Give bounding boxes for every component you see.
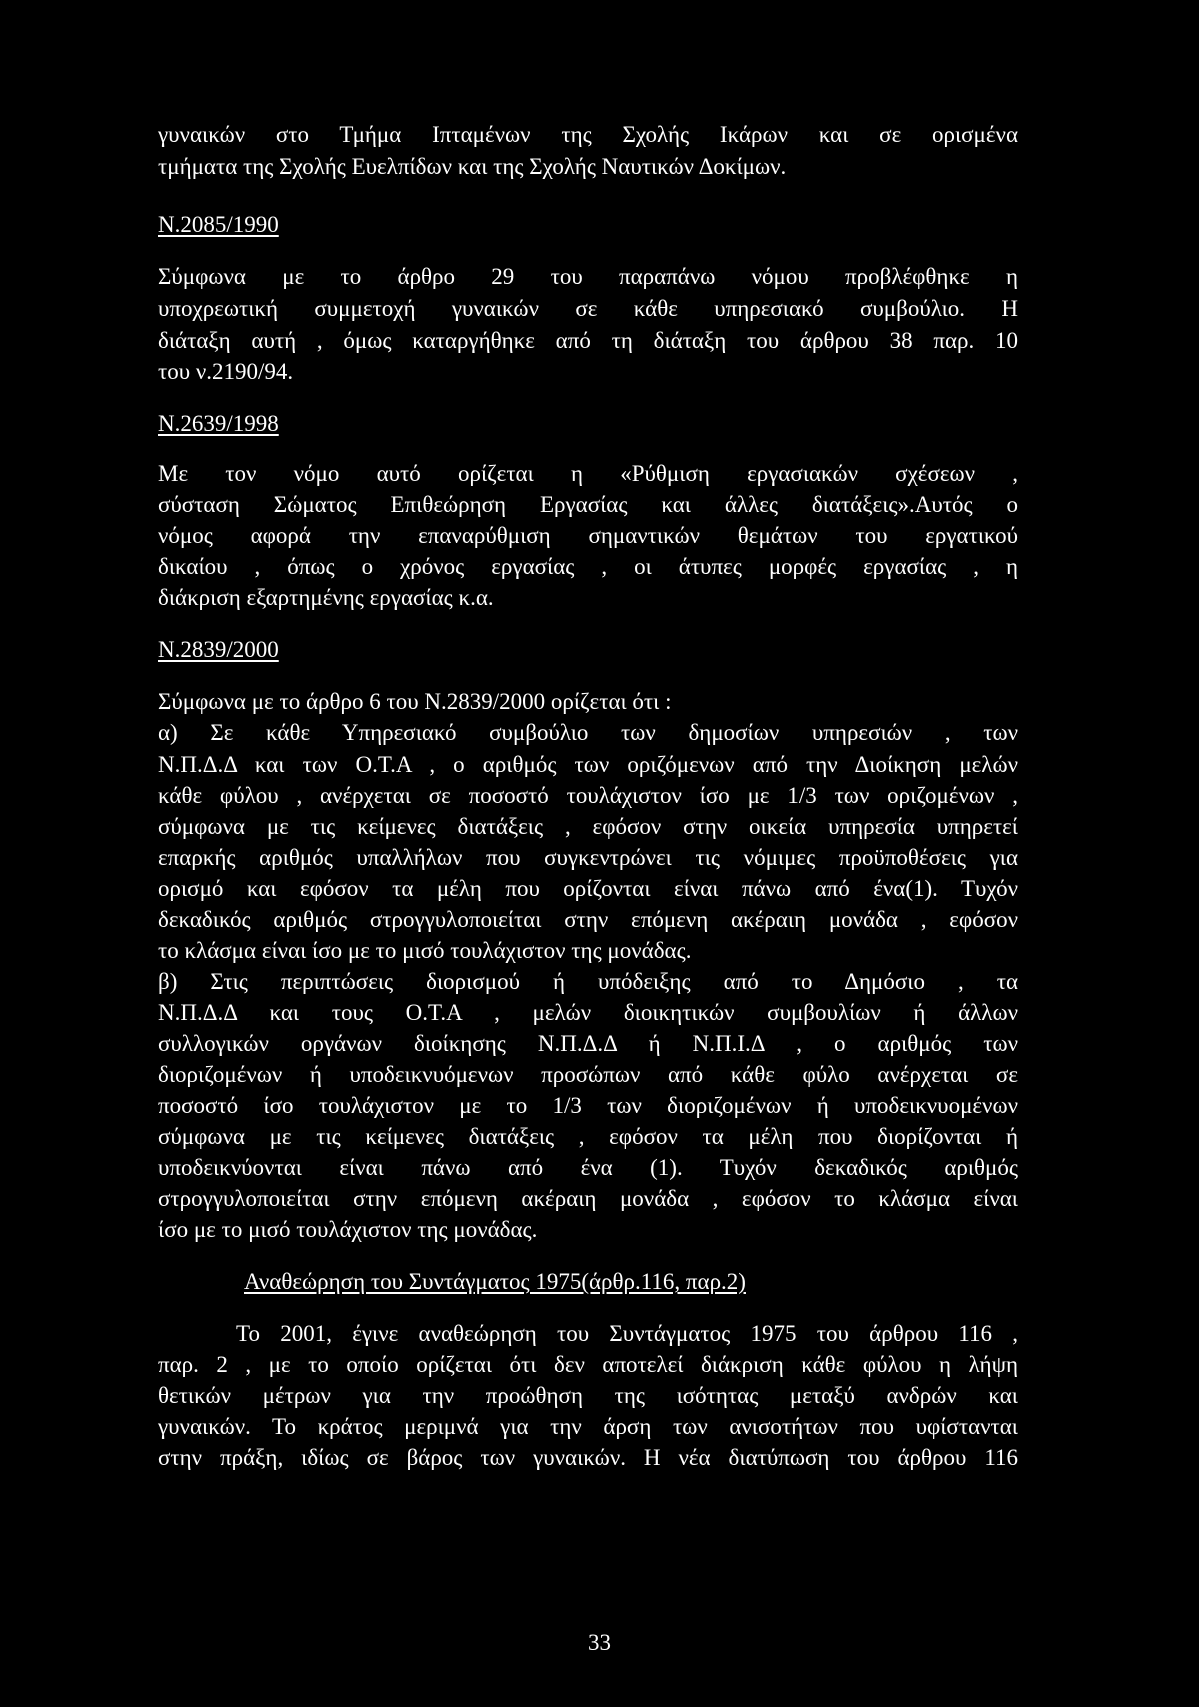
text-line: Ν.Π.Δ.Δ και των Ο.Τ.Α , ο αριθμός των οριζόμενων από την Διοίκηση μελών (158, 752, 1018, 777)
text-line: ίσο με το μισό τουλάχιστον της μονάδας. (158, 1217, 538, 1242)
text-line: Σύμφωνα με το άρθρο 6 του Ν.2839/2000 ορίζεται ότι : (158, 689, 672, 714)
text-line: υποδεικνύονται είναι πάνω από ένα (1). Τυχόν δεκαδικός αριθμός (158, 1155, 1018, 1180)
text-line: γυναικών. Το κράτος μεριμνά για την άρση των ανισοτήτων που υφίστανται (158, 1414, 1018, 1439)
section-heading: Ν.2639/1998 (158, 411, 279, 436)
text-line: Ν.Π.Δ.Δ και τους Ο.Τ.Α , μελών διοικητικών συμβουλίων ή άλλων (158, 1000, 1018, 1025)
page-number: 33 (588, 1630, 611, 1655)
text-line: διοριζομένων ή υποδεικνυόμενων προσώπων από κάθε φύλο ανέρχεται σε (158, 1062, 1018, 1087)
section-heading: Αναθεώρηση του Συντάγματος 1975(άρθρ.116, παρ.2) (244, 1269, 746, 1294)
text-line: διάταξη αυτή , όμως καταργήθηκε από τη διάταξη του άρθρου 38 παρ. 10 (158, 328, 1018, 353)
text-line: επαρκής αριθμός υπαλλήλων που συγκεντρώνει τις νόμιμες προϋποθέσεις για (158, 845, 1018, 870)
text-line: υποχρεωτική συμμετοχή γυναικών σε κάθε υπηρεσιακό συμβούλιο. Η (158, 296, 1018, 321)
section-heading: Ν.2839/2000 (158, 637, 279, 662)
text-line: το κλάσμα είναι ίσο με το μισό τουλάχιστον της μονάδας. (158, 938, 692, 963)
text-line: στην πράξη, ιδίως σε βάρος των γυναικών. Η νέα διατύπωση του άρθρου 116 (158, 1445, 1018, 1470)
text-line: σύσταση Σώματος Επιθεώρηση Εργασίας και άλλες διατάξεις».Αυτός ο (158, 492, 1018, 517)
section-heading: Ν.2085/1990 (158, 212, 279, 237)
text-line: β) Στις περιπτώσεις διορισμού ή υπόδειξης από το Δημόσιο , τα (158, 969, 1018, 994)
text-line: ποσοστό ίσο τουλάχιστον με το 1/3 των διοριζομένων ή υποδεικνυομένων (158, 1093, 1018, 1118)
text-line: συλλογικών οργάνων διοίκησης Ν.Π.Δ.Δ ή Ν.Π.Ι.Δ , ο αριθμός των (158, 1031, 1018, 1056)
text-line: στρογγυλοποιείται στην επόμενη ακέραιη μονάδα , εφόσον το κλάσμα είναι (158, 1186, 1018, 1211)
text-line: θετικών μέτρων για την προώθηση της ισότητας μεταξύ ανδρών και (158, 1383, 1018, 1408)
text-line: κάθε φύλου , ανέρχεται σε ποσοστό τουλάχιστον ίσο με 1/3 των οριζομένων , (158, 783, 1018, 808)
text-line: τμήματα της Σχολής Ευελπίδων και της Σχολής Ναυτικών Δοκίμων. (158, 154, 787, 179)
text-line: σύμφωνα με τις κείμενες διατάξεις , εφόσον στην οικεία υπηρεσία υπηρετεί (158, 814, 1018, 839)
text-line: δικαίου , όπως ο χρόνος εργασίας , οι άτυπες μορφές εργασίας , η (158, 554, 1018, 579)
text-line: Το 2001, έγινε αναθεώρηση του Συντάγματος 1975 του άρθρου 116 , (236, 1321, 1018, 1346)
text-line: νόμος αφορά την επαναρύθμιση σημαντικών θεμάτων του εργατικού (158, 523, 1018, 548)
text-line: γυναικών στο Τμήμα Ιπταμένων της Σχολής Ικάρων και σε ορισμένα (158, 122, 1018, 147)
text-line: του ν.2190/94. (158, 359, 294, 384)
text-line: α) Σε κάθε Υπηρεσιακό συμβούλιο των δημοσίων υπηρεσιών , των (158, 720, 1018, 745)
text-line: Με τον νόμο αυτό ορίζεται η «Ρύθμιση εργασιακών σχέσεων , (158, 461, 1018, 486)
text-line: δεκαδικός αριθμός στρογγυλοποιείται στην επόμενη ακέραιη μονάδα , εφόσον (158, 907, 1018, 932)
text-line: παρ. 2 , με το οποίο ορίζεται ότι δεν αποτελεί διάκριση κάθε φύλου η λήψη (158, 1352, 1018, 1377)
text-line: Σύμφωνα με το άρθρο 29 του παραπάνω νόμου προβλέφθηκε η (158, 264, 1018, 289)
text-line: ορισμό και εφόσον τα μέλη που ορίζονται είναι πάνω από ένα(1). Τυχόν (158, 876, 1018, 901)
text-line: διάκριση εξαρτημένης εργασίας κ.α. (158, 585, 494, 610)
text-line: σύμφωνα με τις κείμενες διατάξεις , εφόσον τα μέλη που διορίζονται ή (158, 1124, 1018, 1149)
